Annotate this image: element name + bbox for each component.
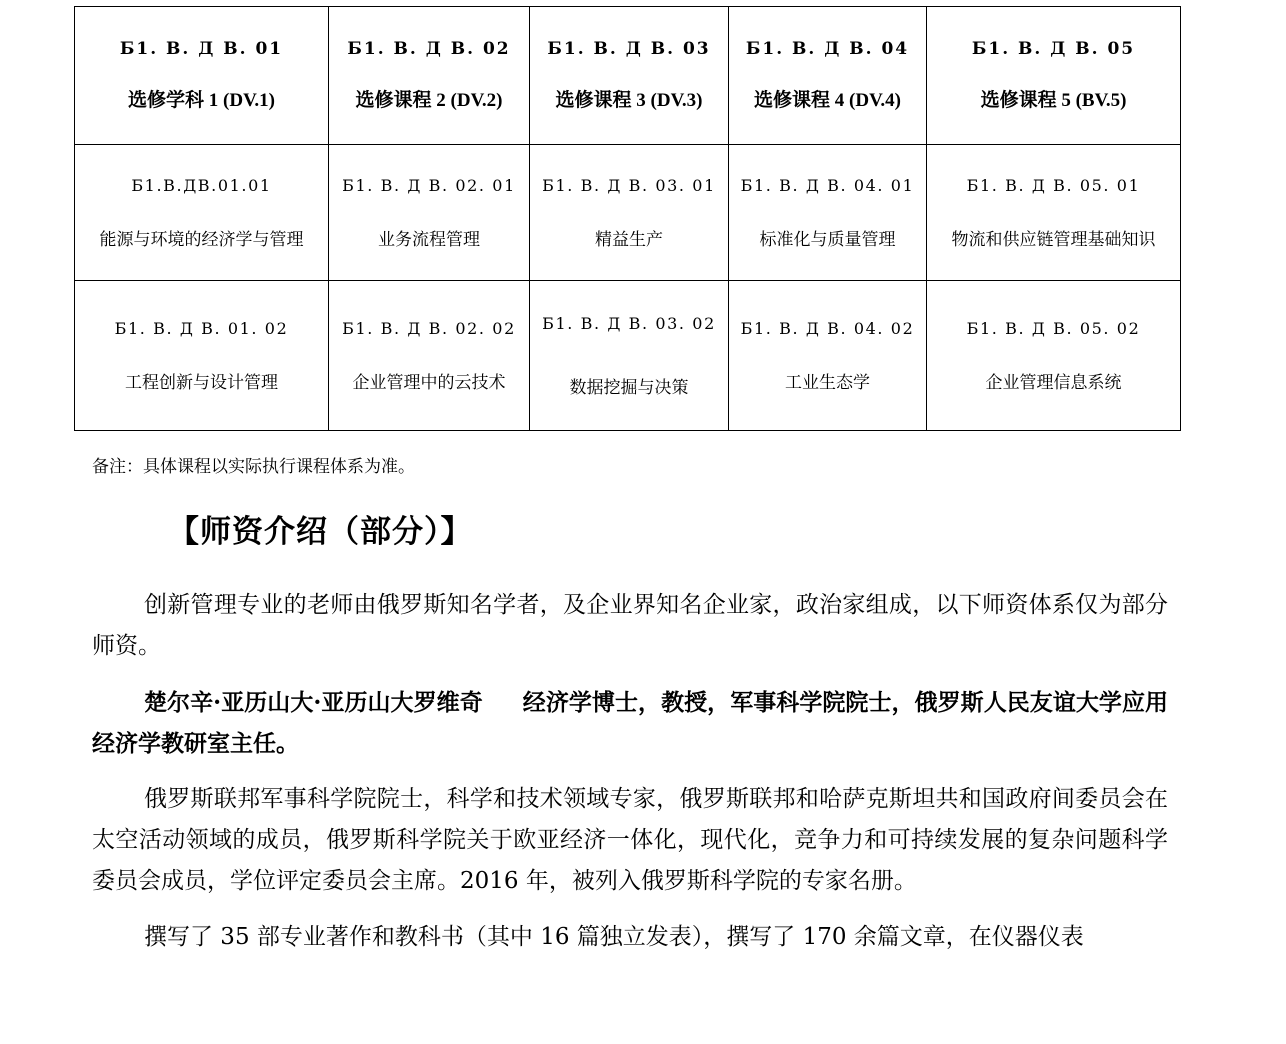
table-header-cell: Б1. В. Д В. 01 选修学科 1 (DV.1) [75,7,329,145]
table-cell: Б1. В. Д В. 05. 02 企业管理信息系统 [927,281,1181,431]
table-cell: Б1.В.ДВ.01.01 能源与环境的经济学与管理 [75,145,329,281]
table-header-cell: Б1. В. Д В. 04 选修课程 4 (DV.4) [729,7,927,145]
intro-paragraph: 创新管理专业的老师由俄罗斯知名学者，及企业界知名企业家，政治家组成，以下师资体系仅为部分师资。 [92,592,1168,659]
table-cell: Б1. В. Д В. 04. 01 标准化与质量管理 [729,145,927,281]
bio-paragraph: 俄罗斯联邦军事科学院院士，科学和技术领域专家，俄罗斯联邦和哈萨克斯坦共和国政府间委员会在太空活动领域的成员，俄罗斯科学院关于欧亚经济一体化，现代化，竞争力和可持续发展的复杂问题科学委员会成员，学位评定委员会主席。2016 年，被列入俄罗斯科学院的专家名册。 [92,786,1168,894]
teacher-name: 楚尔辛·亚历山大·亚历山大罗维奇 [144,689,483,716]
table-header-cell: Б1. В. Д В. 02 选修课程 2 (DV.2) [329,7,530,145]
section-heading: 【师资介绍（部分）】 [168,514,473,550]
table-header-cell: Б1. В. Д В. 03 选修课程 3 (DV.3) [530,7,729,145]
table-header-row [75,7,1181,145]
table-header-cell: Б1. В. Д В. 05 选修课程 5 (BV.5) [927,7,1181,145]
table-cell: Б1. В. Д В. 04. 02 工业生态学 [729,281,927,431]
table-cell: Б1. В. Д В. 03. 02 数据挖掘与决策 [530,281,729,431]
teacher-heading-paragraph [92,682,1168,764]
table-row [75,281,1181,431]
table-row [75,145,1181,281]
table-cell: Б1. В. Д В. 01. 02 工程创新与设计管理 [75,281,329,431]
table-cell: Б1. В. Д В. 03. 01 精益生产 [530,145,729,281]
table-cell: Б1. В. Д В. 02. 01 业务流程管理 [329,145,530,281]
course-table [74,6,1181,431]
teacher-title: 经济学博士，教授，军事科学院院士，俄罗斯人民友谊大学应用经济学教研室主任。 [92,689,1169,757]
table-note: 备注：具体课程以实际执行课程体系为准。 [92,457,415,477]
works-paragraph: 撰写了 35 部专业著作和教科书（其中 16 篇独立发表），撰写了 170 余篇文章，在仪器仪表 [144,924,1084,950]
table-cell: Б1. В. Д В. 02. 02 企业管理中的云技术 [329,281,530,431]
table-cell: Б1. В. Д В. 05. 01 物流和供应链管理基础知识 [927,145,1181,281]
